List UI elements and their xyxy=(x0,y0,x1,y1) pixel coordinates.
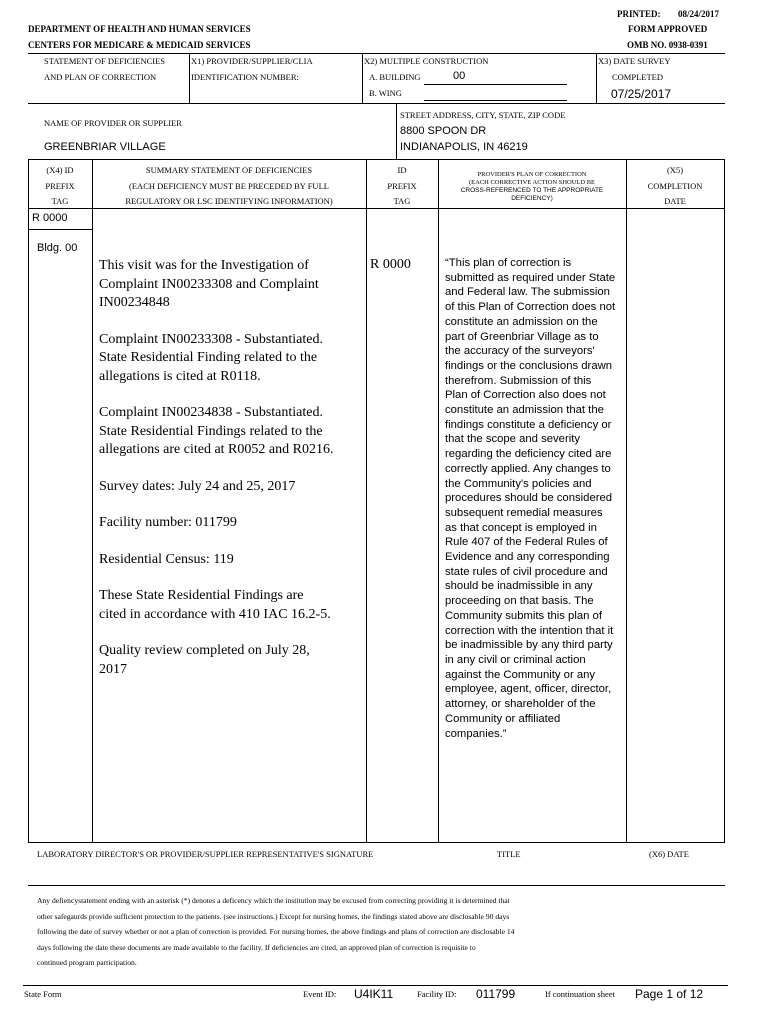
statement-label: AND PLAN OF CORRECTION xyxy=(44,72,157,82)
plan-line: correction with the intention that it xyxy=(445,624,614,637)
continuation-label: If continuation sheet xyxy=(545,989,615,999)
plan-line: Community or affiliated xyxy=(445,712,561,725)
address-line2: INDIANAPOLIS, IN 46219 xyxy=(400,141,528,153)
plan-line: proceeding on that basis. The xyxy=(445,595,594,608)
plan-header: DEFICIENCY) xyxy=(511,195,553,202)
state-form-label: State Form xyxy=(24,989,62,999)
rule xyxy=(724,159,725,842)
wing-label: B. WING xyxy=(369,88,402,98)
rule xyxy=(92,159,93,842)
plan-line: therefrom. Submission of this xyxy=(445,374,592,387)
page-number: Page 1 of 12 xyxy=(635,987,704,1001)
plan-line: companies.” xyxy=(445,727,507,740)
plan-line: “This plan of correction is xyxy=(445,257,572,269)
rule xyxy=(438,159,439,842)
department-title: DEPARTMENT OF HEALTH AND HUMAN SERVICES xyxy=(28,24,251,34)
plan-header: PROVIDER'S PLAN OF CORRECTION xyxy=(477,171,587,178)
title-label: TITLE xyxy=(497,849,521,859)
plan-line: as that concept is employed in xyxy=(445,521,597,534)
plan-line: and Federal law. The submission xyxy=(445,286,610,299)
summary-paragraph: Survey dates: July 24 and 25, 2017 xyxy=(99,478,296,494)
x5-header: COMPLETION xyxy=(647,181,703,191)
plan-line: findings constitute a deficiency or xyxy=(445,418,612,431)
omb-number: OMB NO. 0938-0391 xyxy=(627,40,708,50)
x5-header: DATE xyxy=(664,196,686,206)
plan-line: against the Community or any xyxy=(445,668,596,681)
rule xyxy=(28,103,725,104)
x4-header: (X4) ID xyxy=(46,165,74,175)
plan-header: CROSS-REFERENCED TO THE APPROPRIATE xyxy=(460,187,604,194)
rule xyxy=(28,159,725,160)
plan-line: constitute an admission that the xyxy=(445,404,604,417)
plan-header: (EACH CORRECTIVE ACTION SHOULD BE xyxy=(468,179,596,186)
provider-id-label: X1) PROVIDER/SUPPLIER/CLIA xyxy=(191,56,313,66)
event-id-label: Event ID: xyxy=(303,989,337,999)
plan-line: in any civil or criminal action xyxy=(445,653,586,666)
plan-line: of this Plan of Correction does not xyxy=(445,301,616,314)
rule xyxy=(28,159,29,842)
director-signature-label: LABORATORY DIRECTOR'S OR PROVIDER/SUPPLIER REPRESENTATIVE'S SIGNATURE xyxy=(37,849,374,859)
plan-line: the accuracy of the surveyors' xyxy=(445,345,595,358)
rule xyxy=(366,159,367,842)
building-value: 00 xyxy=(453,70,466,82)
summary-paragraph: Complaint IN00234838 - Substantiated. State Residential Findings related to the allegations are cited at R0052 and R0216. xyxy=(99,405,334,457)
disclaimer: Any defiencystatement ending with an asterisk (*) denotes a deficency which the institution may be excused from correcting providing it is determined that other safegaurds provide sufficient protection to the patients. (see instructions.) Except for nursing homes, the findings stated above are disclosable 90 days following the date of survey whether or not a plan of correction is provided. For nursing homes, the above findings and plans of correction are disclosable 14 days following the date these documents are made available to the facility. If deficiencies are cited, an approved plan of correction is requisite to continued program participation. xyxy=(37,896,515,968)
plan-line: regarding the deficiency cited are xyxy=(445,448,612,461)
x5-header: (X5) xyxy=(666,165,684,175)
form-approved: FORM APPROVED xyxy=(628,24,708,34)
plan-line: procedures should be considered xyxy=(445,492,613,505)
provider-id-label: IDENTIFICATION NUMBER: xyxy=(191,72,299,82)
facility-id-label: Facility ID: xyxy=(417,989,457,999)
address-label: STREET ADDRESS, CITY, STATE, ZIP CODE xyxy=(400,110,566,120)
id-header: PREFIX xyxy=(387,181,417,191)
statement-label: STATEMENT OF DEFICIENCIES xyxy=(44,56,166,66)
summary-paragraph: This visit was for the Investigation of Complaint IN00233308 and Complaint IN00234848 xyxy=(99,258,319,310)
x4-header: PREFIX xyxy=(45,181,75,191)
plan-line: Plan of Correction also does not xyxy=(445,389,606,402)
right-tag: R 0000 xyxy=(370,257,411,272)
rule xyxy=(424,84,567,85)
date-survey-label: X3) DATE SURVEY xyxy=(598,56,671,66)
provider-name-value: GREENBRIAR VILLAGE xyxy=(44,141,166,153)
plan-line: part of Greenbriar Village as to xyxy=(445,330,599,343)
plan-line: findings or the conclusions drawn xyxy=(445,359,613,372)
rule xyxy=(362,53,363,103)
x4-header: TAG xyxy=(51,196,69,206)
plan-line: should be inadmissible in any xyxy=(445,580,593,593)
facility-id-value: 011799 xyxy=(476,987,516,1001)
summary-paragraph: These State Residential Findings are cited in accordance with 410 IAC 16.2-5. xyxy=(99,588,331,622)
plan-line: attorney, or shareholder of the xyxy=(445,698,596,711)
multiple-construction-label: X2) MULTIPLE CONSTRUCTION xyxy=(364,56,489,66)
summary-text xyxy=(99,257,364,679)
x6-date-label: (X6) DATE xyxy=(649,849,689,859)
address-line1: 8800 SPOON DR xyxy=(400,125,487,137)
plan-of-correction-text xyxy=(445,256,625,741)
completed-label: COMPLETED xyxy=(612,72,663,82)
plan-line: be inadmissible by any third party xyxy=(445,639,613,652)
id-header: ID xyxy=(397,165,407,175)
left-tag: R 0000 xyxy=(32,212,68,224)
printed-label: PRINTED: xyxy=(617,9,661,19)
rule xyxy=(28,229,92,230)
event-id-value: U4IK11 xyxy=(354,987,394,1001)
summary-header: SUMMARY STATEMENT OF DEFICIENCIES xyxy=(145,165,313,175)
rule xyxy=(28,885,725,886)
building-label: A. BUILDING xyxy=(369,72,421,82)
id-header: TAG xyxy=(393,196,411,206)
centers-title: CENTERS FOR MEDICARE & MEDICAID SERVICES xyxy=(28,40,251,50)
summary-header: (EACH DEFICIENCY MUST BE PRECEDED BY FULL xyxy=(129,181,329,191)
rule xyxy=(189,53,190,103)
plan-line: submitted as required under State xyxy=(445,271,616,284)
plan-line: Rule 407 of the Federal Rules of xyxy=(445,536,608,549)
rule xyxy=(396,103,397,159)
rule xyxy=(626,159,627,842)
plan-line: correctly applied. Any changes to xyxy=(445,462,611,475)
rule xyxy=(28,842,725,843)
plan-line: Community submits this plan of xyxy=(445,609,602,622)
summary-paragraph: Facility number: 011799 xyxy=(99,515,237,530)
rule xyxy=(23,985,728,986)
printed-date: 08/24/2017 xyxy=(678,9,720,19)
provider-name-label: NAME OF PROVIDER OR SUPPLIER xyxy=(44,118,182,128)
rule xyxy=(596,53,597,103)
rule xyxy=(28,208,725,209)
plan-line: employee, agent, officer, director, xyxy=(445,683,612,696)
plan-line: constitute an admission on the xyxy=(445,315,598,328)
plan-line: subsequent remedial measures xyxy=(445,506,603,519)
rule xyxy=(424,100,567,101)
summary-paragraph: Quality review completed on July 28, 2017 xyxy=(99,643,310,677)
rule xyxy=(28,53,725,54)
summary-paragraph: Residential Census: 119 xyxy=(99,551,234,567)
survey-date-value: 07/25/2017 xyxy=(611,87,672,101)
summary-header: REGULATORY OR LSC IDENTIFYING INFORMATION) xyxy=(125,196,333,206)
summary-paragraph: Complaint IN00233308 - Substantiated. State Residential Finding related to the allegations is cited at R0118. xyxy=(99,331,323,384)
plan-line: that the scope and severity xyxy=(445,433,581,446)
building-tag: Bldg. 00 xyxy=(37,242,78,254)
plan-line: state rules of civil procedure and xyxy=(445,565,608,578)
plan-line: the Community's policies and xyxy=(445,477,592,490)
plan-line: Evidence and any corresponding xyxy=(445,551,610,564)
